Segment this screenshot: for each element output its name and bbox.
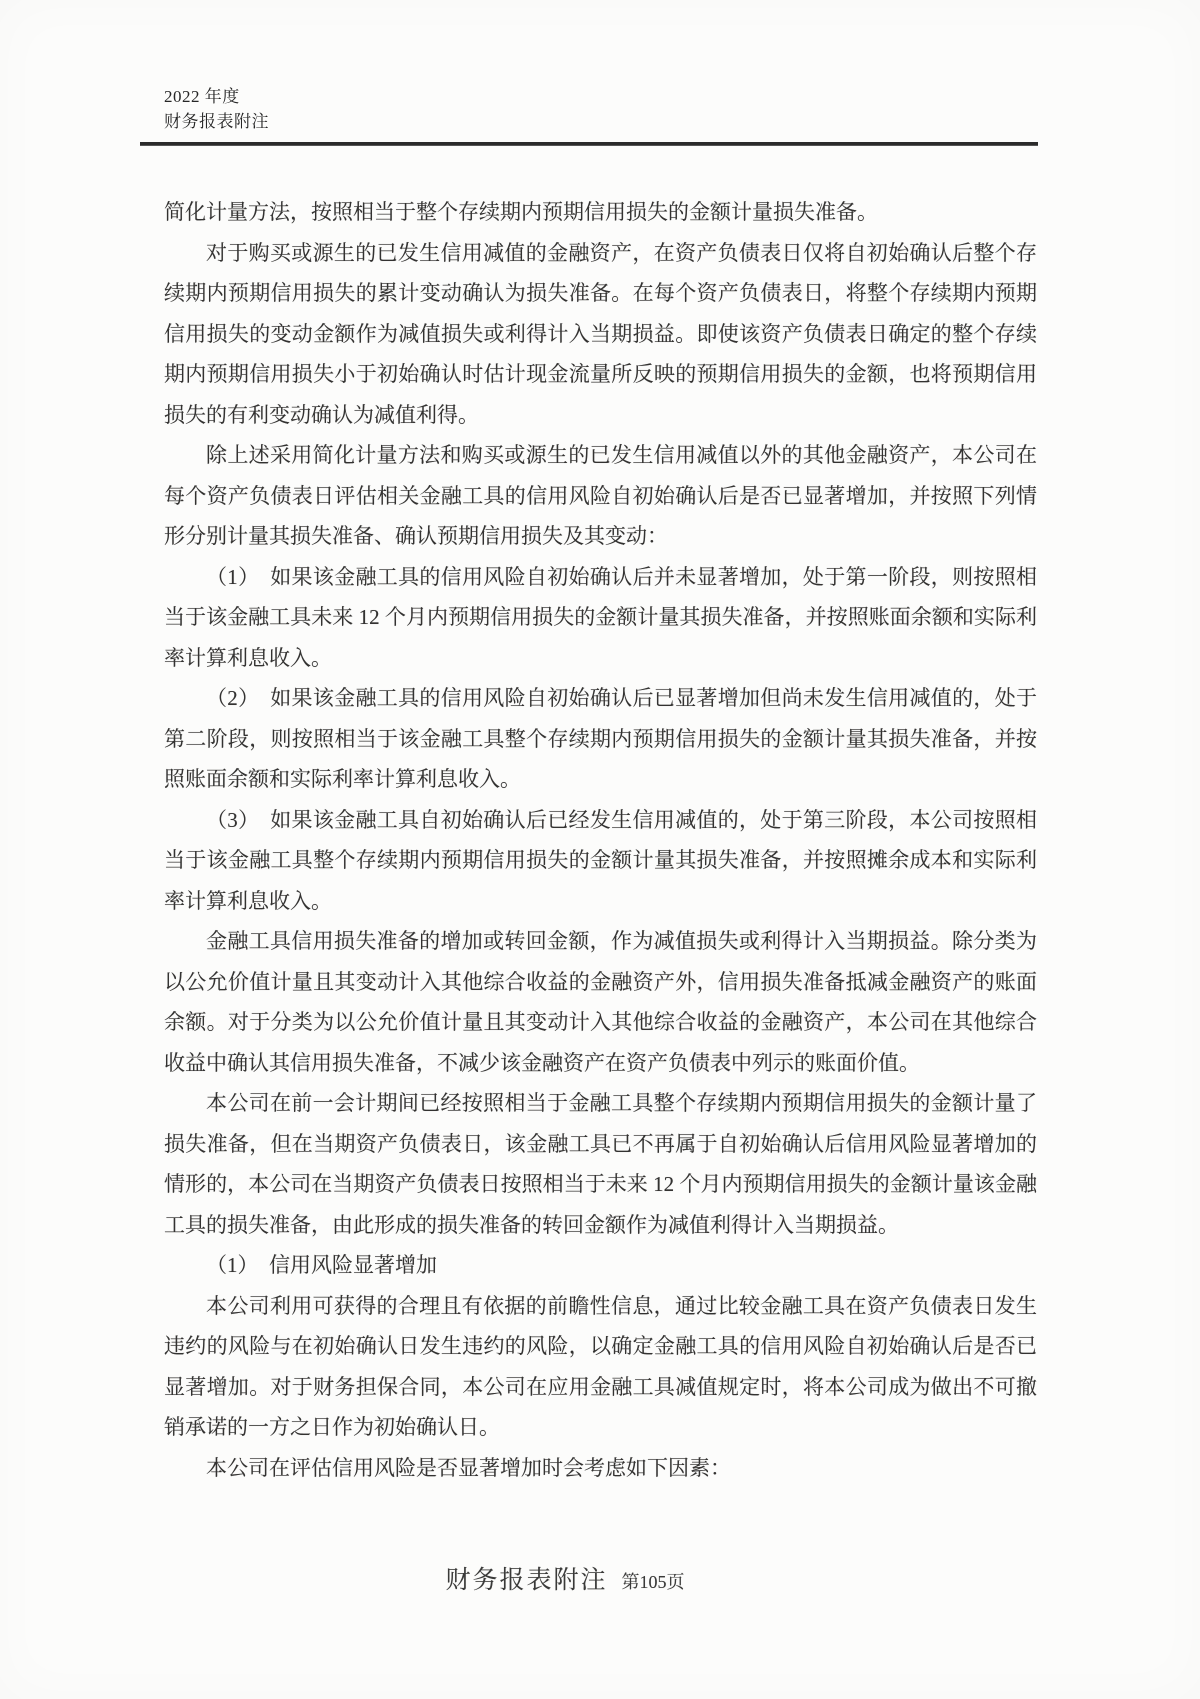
body-paragraph: 对于购买或源生的已发生信用减值的金融资产，在资产负债表日仅将自初始确认后整个存续期内预期信用损失的累计变动确认为损失准备。在每个资产负债表日，将整个存续期内预期信用损失的变动金额作为减值损失或利得计入当期损益。即使该资产负债表日确定的整个存续期内预期信用损失小于初始确认时估计现金流量所反映的预期信用损失的金额，也将预期信用损失的有利变动确认为减值利得。 bbox=[164, 240, 1037, 427]
body-paragraph-item-1: （1） 如果该金融工具的信用风险自初始确认后并未显著增加，处于第一阶段，则按照相当于该金融工具未来 12 个月内预期信用损失的金额计量其损失准备，并按照账面余额和实际利率计算利息收入。 bbox=[164, 564, 1037, 670]
body-paragraph-item-2: （2） 如果该金融工具的信用风险自初始确认后已显著增加但尚未发生信用减值的，处于第二阶段，则按照相当于该金融工具整个存续期内预期信用损失的金额计量其损失准备，并按照账面余额和实际利率计算利息收入。 bbox=[164, 686, 1037, 791]
body-paragraph-item-3: （3） 如果该金融工具自初始确认后已经发生信用减值的，处于第三阶段，本公司按照相当于该金融工具整个存续期内预期信用损失的金额计量其损失准备，并按照摊余成本和实际利率计算利息收入。 bbox=[164, 807, 1037, 913]
footer-page-number: 第105页 bbox=[621, 1572, 685, 1592]
footer-title: 财务报表附注 bbox=[445, 1567, 608, 1594]
page-header bbox=[164, 84, 1040, 134]
body-paragraph: 简化计量方法，按照相当于整个存续期内预期信用损失的金额计量损失准备。 bbox=[164, 200, 878, 224]
body-paragraph: 本公司在评估信用风险是否显著增加时会考虑如下因素： bbox=[206, 1455, 731, 1480]
body-paragraph: 本公司在前一会计期间已经按照相当于金融工具整个存续期内预期信用损失的金额计量了损失准备，但在当期资产负债表日，该金融工具已不再属于自初始确认后信用风险显著增加的情形的，本公司在当期资产负债表日按照相当于未来 12 个月内预期信用损失的金额计量该金融工具的损失准备，由此形成的损失准备的转回金额作为减值利得计入当期损益。 bbox=[164, 1091, 1037, 1237]
document-body bbox=[164, 192, 1037, 1488]
header-year: 2022 年度 bbox=[164, 87, 240, 106]
body-paragraph: 除上述采用简化计量方法和购买或源生的已发生信用减值以外的其他金融资产，本公司在每个资产负债表日评估相关金融工具的信用风险自初始确认后是否已显著增加，并按照下列情形分别计量其损失准备、确认预期信用损失及其变动： bbox=[164, 443, 1037, 548]
page-footer bbox=[0, 1560, 1130, 1596]
body-paragraph: 金融工具信用损失准备的增加或转回金额，作为减值损失或利得计入当期损益。除分类为以公允价值计量且其变动计入其他综合收益的金融资产外，信用损失准备抵减金融资产的账面余额。对于分类为以公允价值计量且其变动计入其他综合收益的金融资产，本公司在其他综合收益中确认其信用损失准备，不减少该金融资产在资产负债表中列示的账面价值。 bbox=[164, 929, 1037, 1075]
header-divider bbox=[140, 142, 1038, 146]
body-paragraph: 本公司利用可获得的合理且有依据的前瞻性信息，通过比较金融工具在资产负债表日发生违约的风险与在初始确认日发生违约的风险，以确定金融工具的信用风险自初始确认后是否已显著增加。对于财务担保合同，本公司在应用金融工具减值规定时，将本公司成为做出不可撤销承诺的一方之日作为初始确认日。 bbox=[164, 1293, 1037, 1439]
header-title: 财务报表附注 bbox=[164, 112, 269, 131]
body-subheading-credit-risk: （1） 信用风险显著增加 bbox=[206, 1253, 437, 1277]
